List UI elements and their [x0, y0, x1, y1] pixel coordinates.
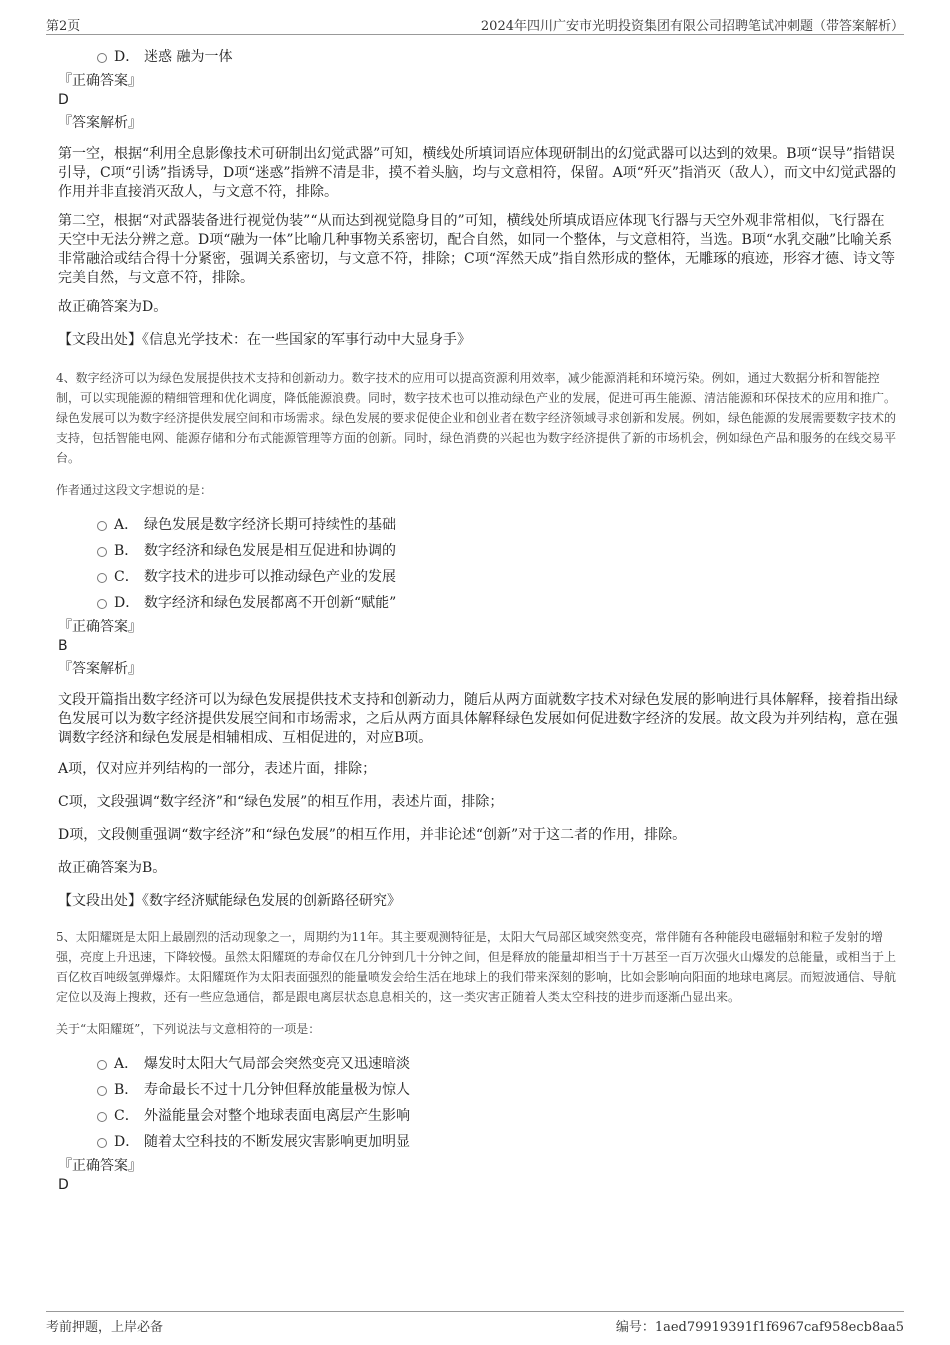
answer-value: D [58, 92, 69, 108]
radio-button-icon[interactable] [97, 1112, 107, 1122]
radio-button-icon[interactable] [97, 521, 107, 531]
answer-label: 『正确答案』 [58, 73, 142, 89]
question-5-prompt: 关于“太阳耀斑”，下列说法与文意相符的一项是： [56, 1022, 321, 1036]
option-text: 寿命最长不过十几分钟但释放能量极为惊人 [144, 1082, 410, 1098]
analysis-conclusion: 故正确答案为D。 [58, 299, 168, 315]
analysis-paragraph: 文段开篇指出数字经济可以为绿色发展提供技术支持和创新动力，随后从两方面就数字技术对绿色发展的影响进行具体解释，接着指出绿色发展可以为数字经济提供发展空间和市场需求，之后从两方面具体解释绿色发展如何促进数字经济的发展。故文段为并列结构，意在强调数字经济和绿色发展是相辅相成、互相促进的，对应B项。 [58, 692, 898, 746]
option-letter: C． [114, 569, 139, 585]
analysis-paragraph: 第二空，根据“对武器装备进行视觉伪装”“从而达到视觉隐身目的”可知，横线处所填成语应体现飞行器与天空外观非常相似，飞行器在天空中无法分辨之意。D项“融为一体”比喻几种事物关系密切，配合自然，如同一个整体，与文意相符，当选。B项“水乳交融”比喻关系非常融洽或结合得十分紧密，强调关系密切，与文意不符，排除；C项“浑然天成”指自然形成的整体，无雕琢的痕迹，形容才德、诗文等完美自然，与文意不符，排除。 [58, 213, 896, 286]
option-letter: D． [114, 1134, 140, 1150]
radio-button-icon[interactable] [97, 1060, 107, 1070]
document-id: 编号：1aed79919391f1f6967caf958ecb8aa5 [615, 1320, 904, 1335]
answer-label: 『正确答案』 [58, 619, 142, 635]
answer-label: 『正确答案』 [58, 1158, 142, 1174]
document-title: 2024年四川广安市光明投资集团有限公司招聘笔试冲刺题（带答案解析） [480, 19, 904, 34]
analysis-conclusion: 故正确答案为B。 [58, 860, 167, 876]
option-text: 外溢能量会对整个地球表面电离层产生影响 [144, 1108, 410, 1124]
question-4-text: 4、数字经济可以为绿色发展提供技术支持和创新动力。数字技术的应用可以提高资源利用效率，减少能源消耗和环境污染。例如，通过大数据分析和智能控制，可以实现能源的精细管理和优化调度，降低能源浪费。同时，数字技术也可以推动绿色产业的发展，促进可再生能源、清洁能源和环保技术的应用和推广。绿色发展可以为数字经济提供发展空间和市场需求。绿色发展的要求促使企业和创业者在数字经济领域寻求创新和发展。例如，绿色能源的发展需要数字技术的支持，包括智能电网、能源存储和分布式能源管理等方面的创新。同时，绿色消费的兴起也为数字经济提供了新的市场机会，例如绿色产品和服务的在线交易平台。 [56, 371, 897, 465]
option-letter: B． [114, 1082, 139, 1098]
q5-option-d[interactable] [56, 1129, 898, 1155]
question-5-text: 5、太阳耀斑是太阳上最剧烈的活动现象之一，周期约为11年。其主要观测特征是，太阳大气局部区域突然变亮，常伴随有各种能段电磁辐射和粒子发射的增强，亮度上升迅速，下降较慢。虽然太阳耀斑的寿命仅在几分钟到几十分钟之间，但是释放的能量却相当于十万甚至一百万次强火山爆发的总能量，或相当于上百亿枚百吨级氢弹爆炸。太阳耀斑作为太阳表面强烈的能量喷发会给生活在地球上的我们带来深刻的影响，比如会影响向阳面的地球电离层。而短波通信、导航定位以及海上搜救，还有一些应急通信，都是跟电离层状态息息相关的，这一类灾害正随着人类太空科技的进步而逐渐凸显出来。 [56, 930, 897, 1004]
footer-slogan: 考前押题，上岸必备 [46, 1320, 164, 1335]
radio-button-icon[interactable] [97, 573, 107, 583]
option-letter: D． [114, 49, 140, 65]
option-letter: B． [114, 543, 139, 559]
option-text: 数字技术的进步可以推动绿色产业的发展 [144, 569, 396, 585]
analysis-label: 『答案解析』 [58, 661, 142, 677]
source-citation: 【文段出处】《信息光学技术：在一些国家的军事行动中大显身手》 [58, 332, 471, 348]
page-number: 第2页 [46, 19, 81, 34]
option-text: 爆发时太阳大气局部会突然变亮又迅速暗淡 [144, 1056, 410, 1072]
page-content [56, 44, 898, 1195]
q3-option-d[interactable] [56, 44, 898, 70]
source-citation: 【文段出处】《数字经济赋能绿色发展的创新路径研究》 [58, 893, 401, 909]
page-footer [46, 1311, 904, 1336]
answer-value: B [58, 638, 68, 654]
analysis-paragraph: A项，仅对应并列结构的一部分，表述片面，排除； [58, 761, 377, 777]
radio-button-icon[interactable] [97, 53, 107, 63]
option-text: 随着太空科技的不断发展灾害影响更加明显 [144, 1134, 410, 1150]
radio-button-icon[interactable] [97, 1086, 107, 1096]
radio-button-icon[interactable] [97, 1138, 107, 1148]
option-letter: C． [114, 1108, 139, 1124]
q5-option-a[interactable] [56, 1051, 898, 1077]
option-text: 绿色发展是数字经济长期可持续性的基础 [144, 517, 396, 533]
radio-button-icon[interactable] [97, 547, 107, 557]
option-text: 数字经济和绿色发展是相互促进和协调的 [144, 543, 396, 559]
question-4-options [56, 512, 898, 616]
question-4-prompt: 作者通过这段文字想说的是： [56, 483, 213, 497]
radio-button-icon[interactable] [97, 599, 107, 609]
answer-value: D [58, 1177, 69, 1193]
analysis-label: 『答案解析』 [58, 115, 142, 131]
option-text: 数字经济和绿色发展都离不开创新“赋能” [144, 595, 397, 611]
analysis-paragraph: D项，文段侧重强调“数字经济”和“绿色发展”的相互作用，并非论述“创新”对于这二者的作用，排除。 [58, 827, 687, 843]
q4-option-c[interactable] [56, 564, 898, 590]
q5-option-c[interactable] [56, 1103, 898, 1129]
question-5-options [56, 1051, 898, 1155]
q4-option-b[interactable] [56, 538, 898, 564]
page-header [46, 12, 904, 35]
option-letter: A． [114, 1056, 139, 1072]
analysis-paragraph: 第一空，根据“利用全息影像技术可研制出幻觉武器”可知，横线处所填词语应体现研制出的幻觉武器可以达到的效果。B项“误导”指错误引导，C项“引诱”指诱导，D项“迷惑”指辨不清是非，摸不着头脑，均与文意相符，保留。A项“歼灭”指消灭（敌人），而文中幻觉武器的作用并非直接消灭敌人，与文意不符，排除。 [58, 146, 896, 200]
option-letter: A． [114, 517, 139, 533]
q4-option-d[interactable] [56, 590, 898, 616]
q5-option-b[interactable] [56, 1077, 898, 1103]
analysis-paragraph: C项，文段强调“数字经济”和“绿色发展”的相互作用，表述片面，排除； [58, 794, 504, 810]
q4-option-a[interactable] [56, 512, 898, 538]
option-letter: D． [114, 595, 140, 611]
option-text: 迷惑 融为一体 [144, 49, 233, 65]
